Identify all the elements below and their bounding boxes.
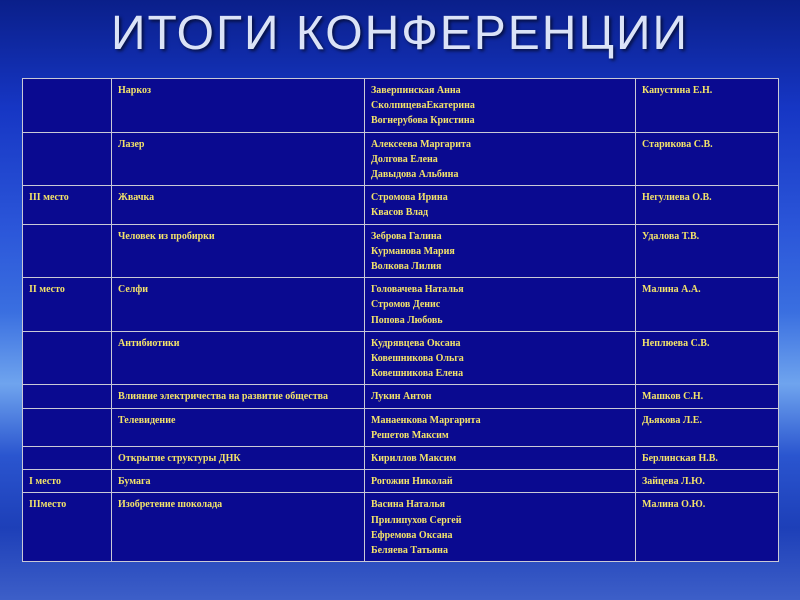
topic-cell: Человек из пробирки xyxy=(112,224,365,278)
teacher-cell: Берлинская Н.В. xyxy=(636,447,779,470)
topic-cell: Наркоз xyxy=(112,79,365,133)
student-name: Зеброва Галина xyxy=(371,230,442,242)
students-cell xyxy=(365,186,636,224)
student-name: Ковешникова Елена xyxy=(371,368,464,380)
table-row xyxy=(23,408,779,446)
place-cell: I место xyxy=(23,470,112,493)
student-name: Давыдова Альбина xyxy=(371,169,459,181)
topic-cell: Телевидение xyxy=(112,408,365,446)
topic-cell: Селфи xyxy=(112,278,365,332)
table-row xyxy=(23,470,779,493)
student-name: Волкова Лилия xyxy=(371,261,442,273)
table-row xyxy=(23,331,779,385)
topic-cell: Лазер xyxy=(112,132,365,186)
table-row xyxy=(23,224,779,278)
table-row xyxy=(23,132,779,186)
topic-cell: Жвачка xyxy=(112,186,365,224)
teacher-cell: Удалова Т.В. xyxy=(636,224,779,278)
students-cell xyxy=(365,224,636,278)
teacher-cell: Машков С.Н. xyxy=(636,385,779,408)
teacher-cell: Дьякова Л.Е. xyxy=(636,408,779,446)
topic-cell: Бумага xyxy=(112,470,365,493)
table-row xyxy=(23,493,779,562)
student-name: Алексеева Маргарита xyxy=(371,138,472,150)
student-name: Вогнерубова Кристина xyxy=(371,115,475,127)
students-cell xyxy=(365,79,636,133)
teacher-cell: Малина О.Ю. xyxy=(636,493,779,562)
student-name: Кириллов Максим xyxy=(371,453,457,465)
topic-cell: Антибиотики xyxy=(112,331,365,385)
student-name: Ковешникова Ольга xyxy=(371,353,464,365)
student-name: Прилипухов Сергей xyxy=(371,514,462,526)
student-name: Решетов Максим xyxy=(371,429,449,441)
table-row xyxy=(23,447,779,470)
place-cell xyxy=(23,385,112,408)
teacher-cell: Малина А.А. xyxy=(636,278,779,332)
students-cell xyxy=(365,278,636,332)
student-name: Стромов Денис xyxy=(371,299,441,311)
teacher-cell: Зайцева Л.Ю. xyxy=(636,470,779,493)
place-cell xyxy=(23,331,112,385)
place-cell xyxy=(23,79,112,133)
student-name: Курманова Мария xyxy=(371,245,455,257)
student-name: Васина Наталья xyxy=(371,499,446,511)
student-name: Квасов Влад xyxy=(371,207,429,219)
students-cell xyxy=(365,385,636,408)
student-name: Заверпинская Анна xyxy=(371,85,461,96)
student-name: Стромова Ирина xyxy=(371,192,448,204)
table-row xyxy=(23,278,779,332)
place-cell xyxy=(23,408,112,446)
students-cell xyxy=(365,470,636,493)
results-table-body xyxy=(23,79,779,562)
student-name: Ефремова Оксана xyxy=(371,529,453,541)
teacher-cell: Негулиева О.В. xyxy=(636,186,779,224)
table-row xyxy=(23,186,779,224)
student-name: Беляева Татьяна xyxy=(371,545,448,557)
place-cell: II место xyxy=(23,278,112,332)
place-cell xyxy=(23,132,112,186)
student-name: Лукин Антон xyxy=(371,391,432,403)
students-cell xyxy=(365,331,636,385)
place-cell xyxy=(23,224,112,278)
student-name: Головачева Наталья xyxy=(371,284,464,296)
table-row xyxy=(23,79,779,133)
table-row xyxy=(23,385,779,408)
place-cell xyxy=(23,447,112,470)
place-cell: III место xyxy=(23,186,112,224)
topic-cell: Открытие структуры ДНК xyxy=(112,447,365,470)
students-cell xyxy=(365,132,636,186)
student-name: Рогожин Николай xyxy=(371,476,453,488)
slide-title: ИТОГИ КОНФЕРЕНЦИИ xyxy=(111,7,689,60)
teacher-cell: Неплюева С.В. xyxy=(636,331,779,385)
results-table xyxy=(22,78,779,562)
teacher-cell: Капустина Е.Н. xyxy=(636,79,779,133)
students-cell xyxy=(365,408,636,446)
student-name: Долгова Елена xyxy=(371,153,438,165)
student-name: Попова Любовь xyxy=(371,314,443,326)
place-cell: IIIместо xyxy=(23,493,112,562)
teacher-cell: Старикова С.В. xyxy=(636,132,779,186)
student-name: Кудрявцева Оксана xyxy=(371,337,461,349)
topic-cell: Влияние электричества на развитие общества xyxy=(112,385,365,408)
students-cell xyxy=(365,447,636,470)
students-cell xyxy=(365,493,636,562)
student-name: СколпицеваЕкатерина xyxy=(371,100,475,112)
topic-cell: Изобретение шоколада xyxy=(112,493,365,562)
student-name: Манаенкова Маргарита xyxy=(371,414,481,426)
